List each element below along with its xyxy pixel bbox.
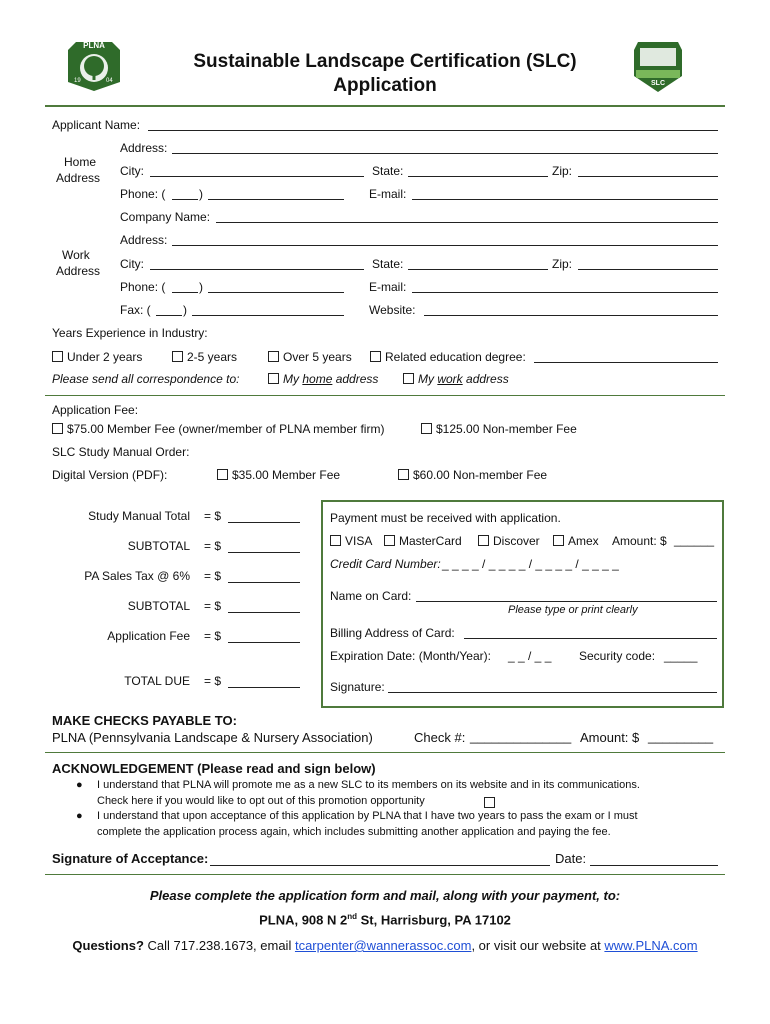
visit-text: , or visit our website at (471, 938, 605, 953)
questions-label: Questions? (72, 938, 144, 953)
total-field[interactable] (228, 552, 300, 553)
home-email-label: E-mail: (369, 187, 407, 201)
checkbox-icon[interactable] (403, 373, 414, 384)
work-city-label: City: (120, 257, 144, 271)
acceptance-signature-label: Signature of Acceptance: (52, 851, 209, 866)
checkbox-icon[interactable] (398, 469, 409, 480)
billing-address-field[interactable] (464, 638, 717, 639)
work-section-label-2: Address (56, 264, 101, 278)
exp-option-over-5[interactable] (268, 350, 352, 364)
ack-item-1-line-2: Check here if you would like to opt out of this promotion opportunity (97, 795, 425, 807)
name-on-card-field[interactable] (416, 601, 717, 602)
section-divider (45, 395, 725, 396)
member-fee-label: $75.00 Member Fee (owner/member of PLNA member firm) (67, 422, 385, 436)
ack-heading: ACKNOWLEDGEMENT (Please read and sign below) (52, 761, 376, 776)
card-signature-label: Signature: (330, 680, 385, 694)
checkbox-icon[interactable] (370, 351, 381, 362)
card-amex-option[interactable] (553, 534, 599, 548)
slc-logo (630, 38, 686, 94)
mailing-address-post: St, Harrisburg, PA 17102 (357, 912, 511, 928)
applicant-name-label: Applicant Name: (52, 118, 141, 132)
total-label: PA Sales Tax @ 6% (84, 569, 190, 583)
nonmember-fee-option[interactable] (421, 422, 577, 436)
home-city-label: City: (120, 164, 144, 178)
manual-order-label: SLC Study Manual Order: (52, 445, 190, 459)
home-address-field[interactable] (172, 153, 718, 154)
mailing-address-sup: nd (347, 912, 358, 921)
work-email-field[interactable] (412, 292, 718, 293)
section-divider (45, 874, 725, 875)
total-eq: = $ (204, 599, 222, 613)
work-phone-label: Phone: ( (120, 280, 166, 294)
check-amount-field[interactable]: _________ (648, 729, 714, 744)
page-subtitle: Application (333, 75, 437, 96)
security-code-field[interactable]: _____ (664, 649, 698, 663)
work-fax-paren: ) (183, 303, 187, 317)
section-divider (45, 752, 725, 753)
mailing-address (0, 912, 770, 927)
check-number-field[interactable]: ______________ (470, 729, 572, 744)
checkbox-icon[interactable] (217, 469, 228, 480)
checkbox-icon[interactable] (478, 535, 489, 546)
card-mastercard-option[interactable] (384, 534, 462, 548)
checkbox-icon[interactable] (268, 351, 279, 362)
work-phone-paren: ) (199, 280, 203, 294)
total-label: SUBTOTAL (127, 539, 190, 553)
page-title: Sustainable Landscape Certification (SLC) (193, 51, 577, 72)
mail-instructions: Please complete the application form and mail, along with your payment, to: (149, 888, 621, 903)
opt-out-checkbox[interactable] (484, 797, 495, 808)
checkbox-icon[interactable] (421, 423, 432, 434)
check-amount-label: Amount: $ (580, 730, 640, 745)
checkbox-icon[interactable] (52, 351, 63, 362)
home-phone-field[interactable] (208, 199, 344, 200)
home-phone-paren: ) (199, 187, 203, 201)
cc-number-label: Credit Card Number: (330, 557, 441, 571)
card-discover-option[interactable] (478, 534, 540, 548)
application-fee-label: Application Fee: (52, 403, 139, 417)
plna-logo-text: PLNA (83, 41, 105, 50)
member-fee-option[interactable] (52, 422, 384, 436)
checks-heading: MAKE CHECKS PAYABLE TO: (52, 713, 237, 728)
questions-line (0, 938, 770, 953)
checks-payee: PLNA (Pennsylvania Landscape & Nursery Association) (52, 730, 373, 745)
work-fax-area-field[interactable] (156, 315, 182, 316)
correspondence-work-suffix: address (462, 372, 509, 386)
total-eq: = $ (204, 509, 222, 523)
exp-option-degree[interactable] (370, 350, 526, 364)
total-field[interactable] (228, 582, 300, 583)
exp-option-2-5[interactable] (172, 350, 237, 364)
home-section-label: Home (63, 155, 96, 169)
total-eq: = $ (204, 674, 222, 688)
expiration-label: Expiration Date: (Month/Year): (330, 649, 491, 663)
correspondence-home-prefix: My (283, 372, 303, 386)
digital-member-option[interactable] (217, 468, 340, 482)
card-mastercard-label: MasterCard (399, 534, 462, 548)
total-field[interactable] (228, 687, 300, 688)
applicant-name-field[interactable] (148, 130, 718, 131)
correspondence-label: Please send all correspondence to: (52, 372, 240, 386)
plna-logo-year-right: 04 (106, 78, 113, 84)
checkbox-icon[interactable] (384, 535, 395, 546)
home-zip-field[interactable] (578, 176, 718, 177)
total-eq: = $ (204, 569, 222, 583)
home-phone-label: Phone: ( (120, 187, 166, 201)
check-number-label: Check #: (414, 730, 466, 745)
ack-item-2-line-1: I understand that upon acceptance of this application by PLNA that I have two years to pass the exam or I must (97, 810, 638, 822)
correspondence-home-suffix: address (332, 372, 379, 386)
payment-amount-field[interactable]: ______ (674, 533, 715, 547)
work-address-field[interactable] (172, 245, 718, 246)
card-visa-option[interactable] (330, 534, 372, 548)
mailing-address-pre: PLNA, 908 N 2 (259, 912, 348, 928)
company-name-label: Company Name: (120, 210, 211, 224)
card-signature-field[interactable] (388, 692, 717, 693)
degree-field[interactable] (534, 362, 718, 363)
contact-email-link[interactable]: tcarpenter@wannerassoc.com (294, 938, 472, 953)
work-city-field[interactable] (150, 269, 364, 270)
total-label: Application Fee (107, 629, 190, 643)
work-address-label: Address: (120, 233, 168, 247)
home-address-label: Address: (120, 141, 168, 155)
work-phone-field[interactable] (208, 292, 344, 293)
exp-option-label: Under 2 years (67, 350, 143, 364)
work-state-label: State: (372, 257, 404, 271)
digital-nonmember-label: $60.00 Non-member Fee (413, 468, 548, 482)
header-divider (45, 105, 725, 107)
home-state-field[interactable] (408, 176, 548, 177)
work-fax-label: Fax: ( (120, 303, 151, 317)
total-field[interactable] (228, 612, 300, 613)
company-name-field[interactable] (216, 222, 718, 223)
work-website-label: Website: (369, 303, 416, 317)
name-on-card-label: Name on Card: (330, 589, 412, 603)
plna-logo-year-left: 19 (74, 78, 81, 84)
home-email-field[interactable] (412, 199, 718, 200)
checkbox-icon[interactable] (268, 373, 279, 384)
work-state-field[interactable] (408, 269, 548, 270)
exp-option-label: Over 5 years (283, 350, 352, 364)
home-state-label: State: (372, 164, 404, 178)
bullet-icon: ● (76, 810, 83, 822)
work-email-label: E-mail: (369, 280, 407, 294)
security-code-label: Security code: (579, 649, 656, 663)
ack-item-1-line-1: I understand that PLNA will promote me as a new SLC to its members on its website and in its communications. (97, 779, 640, 791)
total-label: SUBTOTAL (127, 599, 190, 613)
slc-logo-text: SLC (651, 80, 665, 87)
cc-number-field[interactable]: _ _ _ _ / _ _ _ _ / _ _ _ _ / _ _ _ _ (442, 557, 619, 571)
nonmember-fee-label: $125.00 Non-member Fee (436, 422, 577, 436)
work-section-label: Work (62, 248, 90, 262)
work-phone-area-field[interactable] (172, 292, 198, 293)
home-city-field[interactable] (150, 176, 364, 177)
card-discover-label: Discover (493, 534, 540, 548)
digital-member-label: $35.00 Member Fee (232, 468, 341, 482)
payment-notice: Payment must be received with application. (330, 511, 561, 525)
experience-label: Years Experience in Industry: (52, 326, 208, 340)
work-fax-field[interactable] (192, 315, 344, 316)
billing-address-label: Billing Address of Card: (330, 626, 455, 640)
digital-version-label: Digital Version (PDF): (52, 468, 168, 482)
card-amex-label: Amex (568, 534, 599, 548)
home-section-label-2: Address (56, 171, 101, 185)
work-zip-label: Zip: (552, 257, 573, 271)
payment-amount-label: Amount: $ (612, 534, 667, 548)
questions-text: Call 717.238.1673, email (143, 938, 295, 953)
exp-option-under-2[interactable] (52, 350, 142, 364)
expiration-field[interactable]: _ _ / _ _ (508, 649, 552, 663)
checkbox-icon[interactable] (172, 351, 183, 362)
acceptance-date-label: Date: (555, 851, 587, 866)
total-label: Study Manual Total (88, 509, 190, 523)
digital-nonmember-option[interactable] (398, 468, 547, 482)
checkbox-icon[interactable] (52, 423, 63, 434)
correspondence-work-word: work (437, 372, 463, 386)
exp-option-label: 2-5 years (187, 350, 238, 364)
name-on-card-hint: Please type or print clearly (508, 604, 638, 616)
home-phone-area-field[interactable] (172, 199, 198, 200)
exp-option-label: Related education degree: (385, 350, 526, 364)
correspondence-work-prefix: My (418, 372, 438, 386)
website-link[interactable]: www.PLNA.com (604, 938, 698, 953)
acceptance-date-field[interactable] (590, 865, 718, 866)
correspondence-home-word: home (302, 372, 333, 386)
checkbox-icon[interactable] (553, 535, 564, 546)
total-field[interactable] (228, 642, 300, 643)
acceptance-signature-field[interactable] (210, 865, 550, 866)
total-field[interactable] (228, 522, 300, 523)
correspondence-work[interactable] (403, 372, 509, 386)
checkbox-icon[interactable] (330, 535, 341, 546)
home-zip-label: Zip: (552, 164, 573, 178)
card-visa-label: VISA (345, 534, 373, 548)
bullet-icon: ● (76, 779, 83, 791)
ack-item-2-line-2: complete the application process again, which includes submitting another application and paying the fee. (97, 826, 611, 838)
total-eq: = $ (204, 629, 222, 643)
total-label: TOTAL DUE (124, 674, 190, 688)
work-website-field[interactable] (424, 315, 718, 316)
total-eq: = $ (204, 539, 222, 553)
correspondence-home[interactable] (268, 372, 378, 386)
work-zip-field[interactable] (578, 269, 718, 270)
